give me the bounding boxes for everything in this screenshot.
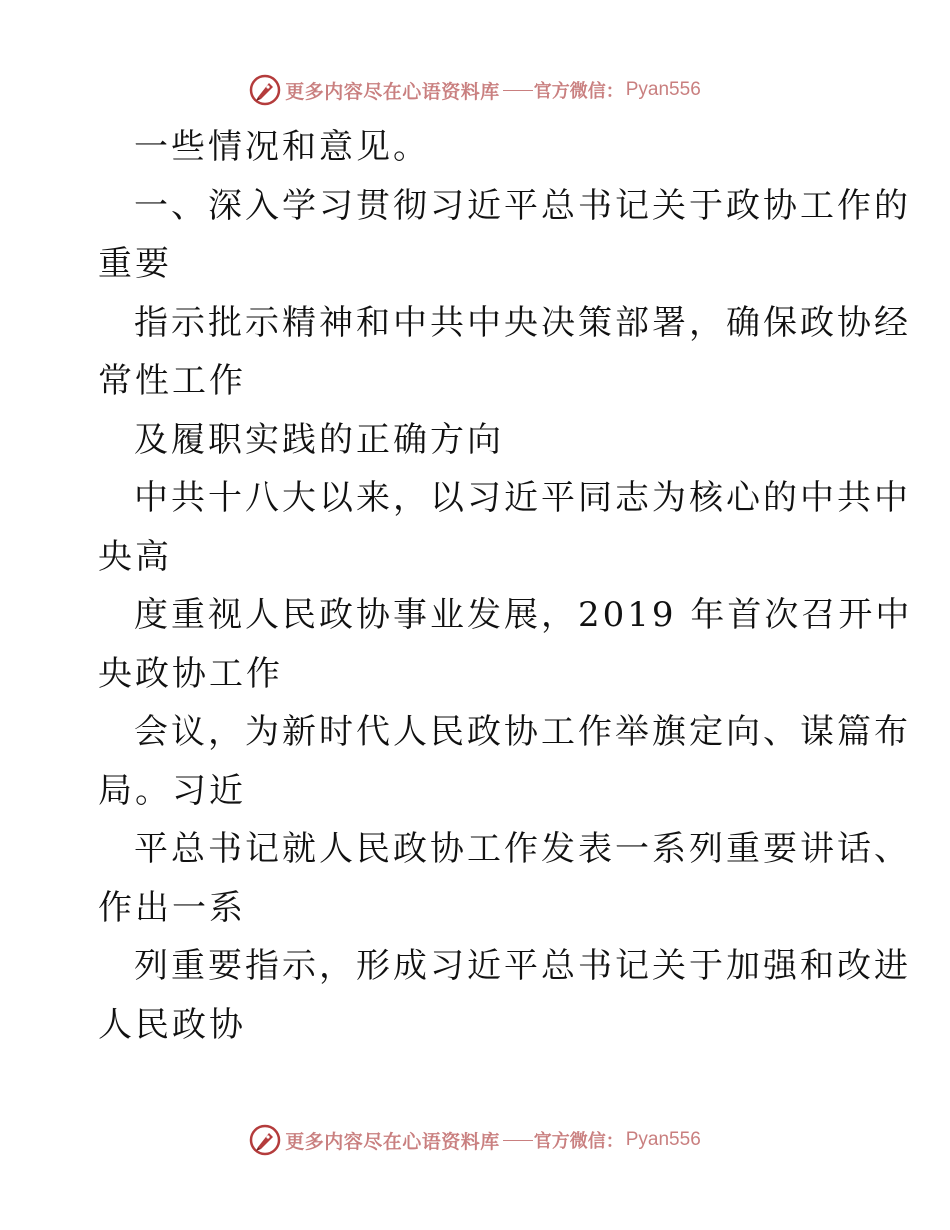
text-line: 度重视人民政协事业发展，2019 年首次召开中 [134, 595, 913, 635]
footer-watermark [0, 1120, 950, 1160]
text-line: 局。习近 [98, 770, 246, 811]
footer-brand-text: 更多内容尽在心语资料库 [285, 1130, 500, 1153]
text-line: 指示批示精神和中共中央决策部署，确保政协经 [134, 302, 911, 343]
text-line: 列重要指示，形成习近平总书记关于加强和改进 [134, 946, 911, 986]
text-line: 平总书记就人民政协工作发表一系列重要讲话、 [134, 829, 911, 869]
text-line: 作出一系 [98, 887, 246, 928]
text-line: 重要 [98, 244, 172, 284]
text-line: 央政协工作 [98, 653, 283, 694]
footer-wechat-account: Pyan556 [625, 1129, 701, 1150]
pen-nib-logo-icon [249, 74, 281, 106]
header-wechat-label: 官方微信： [533, 81, 624, 102]
text-line: 央高 [98, 536, 172, 577]
text-line: 及履职实践的正确方向 [134, 419, 504, 460]
text-line: 一些情况和意见。 [134, 127, 430, 167]
header-wechat-account: Pyan556 [625, 79, 701, 100]
footer-wechat-label: 官方微信： [533, 1131, 624, 1152]
text-line: 中共十八大以来，以习近平同志为核心的中共中 [134, 478, 911, 518]
text-line: 一、深入学习贯彻习近平总书记关于政协工作的 [134, 185, 911, 226]
text-line: 会议，为新时代人民政协工作举旗定向、谋篇布 [134, 712, 911, 752]
header-brand-text: 更多内容尽在心语资料库 [285, 80, 500, 103]
header-separator [503, 90, 533, 91]
pen-nib-logo-icon [249, 1124, 281, 1156]
header-watermark [0, 70, 950, 110]
footer-separator [503, 1140, 533, 1141]
text-line: 人民政协 [98, 1004, 246, 1045]
text-line: 常性工作 [98, 361, 246, 401]
document-body [98, 118, 913, 1054]
